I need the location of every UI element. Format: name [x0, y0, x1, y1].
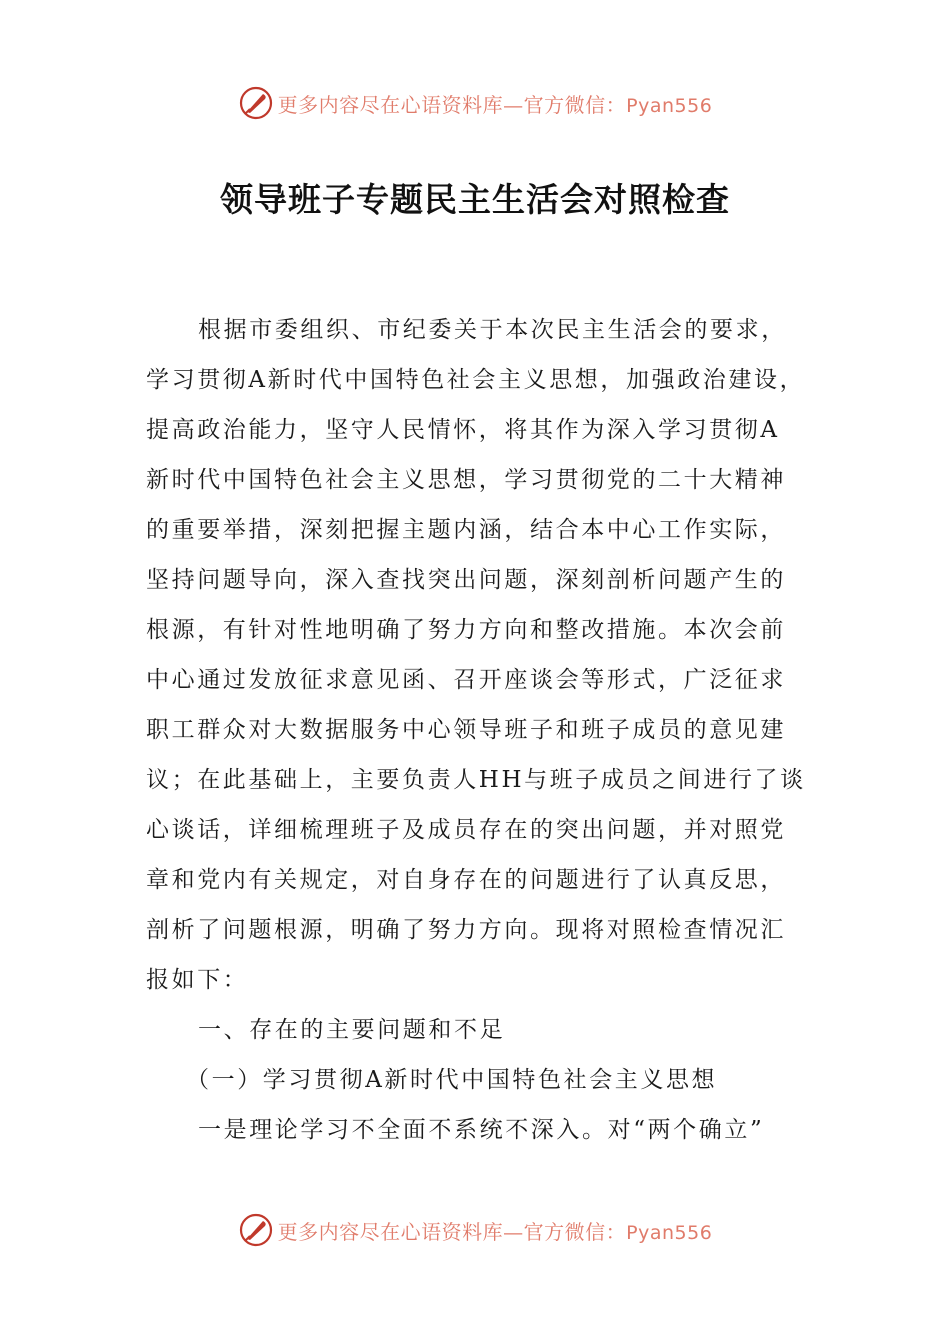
- paragraph-line: 一是理论学习不全面不系统不深入。对“两个确立”: [198, 1117, 765, 1143]
- subsection-heading: （一）学习贯彻A新时代中国特色社会主义思想: [186, 1067, 718, 1093]
- watermark-text-en: Pyan556: [626, 1221, 713, 1244]
- feather-pen-circle-icon: [238, 85, 274, 121]
- paragraph-line: 学习贯彻A新时代中国特色社会主义思想，加强政治建设，: [146, 367, 806, 393]
- document-title: 领导班子专题民主生活会对照检查: [220, 180, 730, 219]
- watermark-text-en: Pyan556: [626, 94, 713, 117]
- document-body: [146, 305, 808, 1155]
- watermark-text-cn: 更多内容尽在心语资料库—官方微信：: [277, 1219, 627, 1244]
- watermark-text-cn: 更多内容尽在心语资料库—官方微信：: [277, 92, 627, 117]
- paragraph-line: 章和党内有关规定，对自身存在的问题进行了认真反思，: [146, 867, 786, 893]
- paragraph-line: 剖析了问题根源，明确了努力方向。现将对照检查情况汇: [146, 917, 786, 943]
- paragraph-line: 职工群众对大数据服务中心领导班子和班子成员的意见建: [146, 717, 786, 743]
- watermark-banner-top: [0, 83, 950, 123]
- section-heading: 一、存在的主要问题和不足: [198, 1017, 506, 1043]
- paragraph-line: 根据市委组织、市纪委关于本次民主生活会的要求，: [198, 317, 787, 343]
- watermark-banner-bottom: [0, 1210, 950, 1250]
- paragraph-line: 心谈话，详细梳理班子及成员存在的突出问题，并对照党: [146, 817, 786, 843]
- paragraph-line: 报如下：: [146, 967, 249, 993]
- paragraph-line: 根源，有针对性地明确了努力方向和整改措施。本次会前: [146, 617, 786, 643]
- paragraph-line: 的重要举措，深刻把握主题内涵，结合本中心工作实际，: [146, 517, 786, 543]
- paragraph-line: 新时代中国特色社会主义思想，学习贯彻党的二十大精神: [146, 467, 786, 493]
- paragraph-line: 议；在此基础上，主要负责人HH与班子成员之间进行了谈: [146, 767, 806, 793]
- paragraph-line: 提高政治能力，坚守人民情怀，将其作为深入学习贯彻A: [146, 417, 780, 443]
- feather-pen-circle-icon: [238, 1212, 274, 1248]
- paragraph-line: 坚持问题导向，深入查找突出问题，深刻剖析问题产生的: [146, 567, 786, 593]
- paragraph-line: 中心通过发放征求意见函、召开座谈会等形式，广泛征求: [146, 667, 786, 693]
